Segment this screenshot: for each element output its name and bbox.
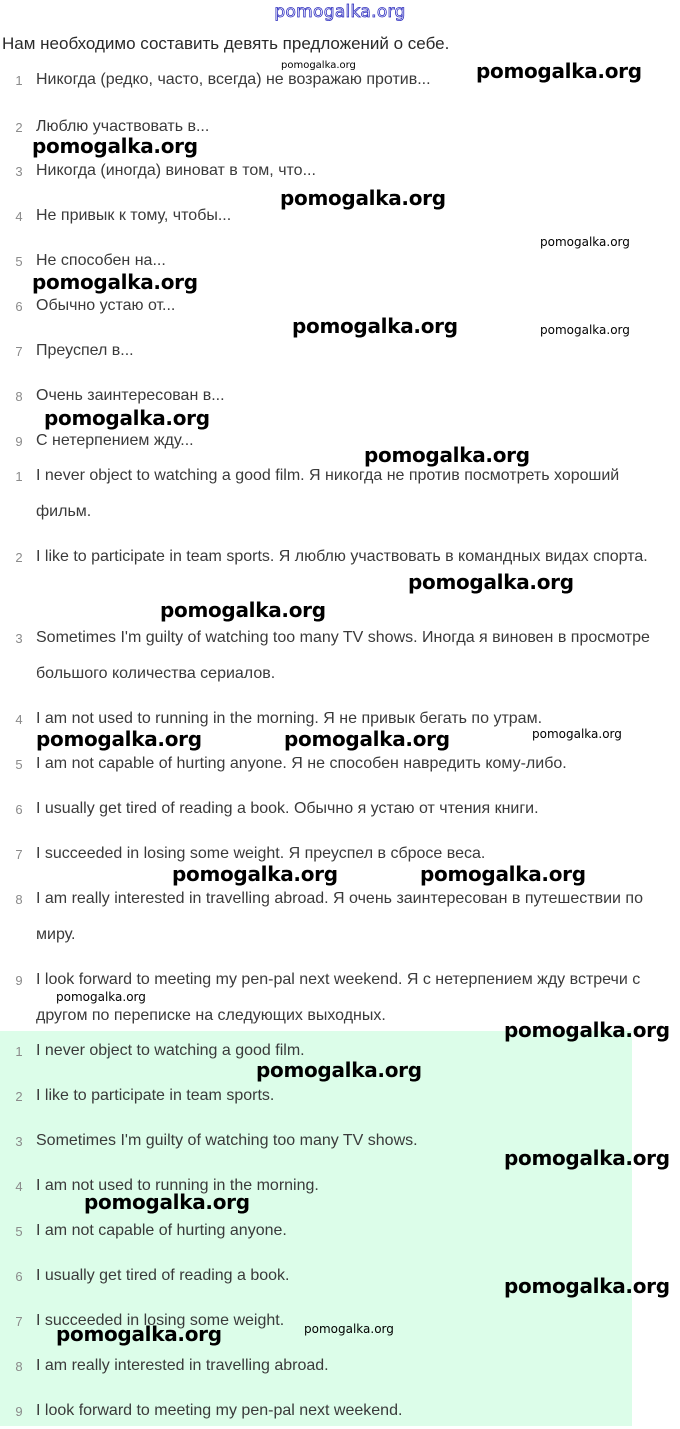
watermark: pomogalka.org (304, 1322, 394, 1336)
item-text: I never object to watching a good film. (36, 1042, 305, 1059)
watermark: pomogalka.org (540, 235, 630, 249)
item-text: I succeeded in losing some weight. (36, 1312, 285, 1329)
item-number: 9 (15, 434, 23, 449)
item-text: Не способен на... (36, 252, 166, 269)
item-text: I am really interested in travelling abroad. (36, 1357, 329, 1374)
item-number: 8 (15, 1359, 23, 1374)
site-logo: pomogalka.org (274, 2, 406, 22)
item-number: 8 (15, 892, 23, 907)
item-text: I am really interested in travelling abroad. Я очень заинтересован в путешествии по миру. (36, 890, 643, 943)
watermark: pomogalka.org (56, 1322, 222, 1346)
item-text: С нетерпением жду... (36, 432, 194, 449)
watermark: pomogalka.org (281, 60, 356, 71)
item-number: 5 (15, 757, 23, 772)
item-text: Люблю участвовать в... (36, 118, 210, 135)
item-text: I like to participate in team sports. Я люблю участвовать в командных видах спорта. (36, 548, 648, 565)
item-number: 7 (15, 1314, 23, 1329)
watermark: pomogalka.org (420, 862, 586, 886)
item-number: 2 (15, 1089, 23, 1104)
watermark: pomogalka.org (44, 406, 210, 430)
item-text: Никогда (иногда) виноват в том, что... (36, 162, 316, 179)
item-number: 7 (15, 344, 23, 359)
watermark: pomogalka.org (256, 1058, 422, 1082)
item-text: Не привык к тому, чтобы... (36, 207, 232, 224)
item-text: I succeeded in losing some weight. Я преуспел в сбросе веса. (36, 845, 486, 862)
item-text: I am not capable of hurting anyone. Я не способен навредить кому-либо. (36, 755, 567, 772)
item-number: 7 (15, 847, 23, 862)
item-text: Преуспел в... (36, 342, 134, 359)
item-text: Sometimes I'm guilty of watching too many TV shows. (36, 1132, 418, 1149)
watermark: pomogalka.org (280, 186, 446, 210)
watermark: pomogalka.org (504, 1018, 670, 1042)
item-number: 1 (15, 469, 23, 484)
watermark: pomogalka.org (504, 1274, 670, 1298)
item-text: I am not capable of hurting anyone. (36, 1222, 287, 1239)
watermark: pomogalka.org (172, 862, 338, 886)
item-number: 9 (15, 1404, 23, 1419)
item-text: Никогда (редко, часто, всегда) не возражаю против... (36, 71, 431, 88)
item-text: I usually get tired of reading a book. (36, 1267, 290, 1284)
watermark: pomogalka.org (56, 990, 146, 1004)
watermark: pomogalka.org (32, 270, 198, 294)
item-number: 3 (15, 1134, 23, 1149)
item-text: I never object to watching a good film. Я никогда не против посмотреть хороший фильм. (36, 467, 620, 520)
item-text: I am not used to running in the morning. Я не привык бегать по утрам. (36, 710, 543, 727)
watermark: pomogalka.org (476, 59, 642, 83)
item-number: 3 (15, 631, 23, 646)
item-number: 1 (15, 73, 23, 88)
watermark: pomogalka.org (532, 727, 622, 741)
item-text: Sometimes I'm guilty of watching too many TV shows. Иногда я виновен в просмотре большого количества сериалов. (36, 629, 650, 682)
item-number: 4 (15, 712, 23, 727)
watermark: pomogalka.org (160, 598, 326, 622)
watermark: pomogalka.org (36, 727, 202, 751)
item-number: 5 (15, 254, 23, 269)
watermark: pomogalka.org (504, 1146, 670, 1170)
item-text: I like to participate in team sports. (36, 1087, 275, 1104)
watermark: pomogalka.org (84, 1190, 250, 1214)
watermark: pomogalka.org (284, 727, 450, 751)
watermark: pomogalka.org (292, 314, 458, 338)
item-number: 3 (15, 164, 23, 179)
item-number: 5 (15, 1224, 23, 1239)
watermark: pomogalka.org (364, 443, 530, 467)
item-number: 6 (15, 802, 23, 817)
intro-text: Нам необходимо составить девять предложений о себе. (2, 34, 450, 53)
item-number: 6 (15, 1269, 23, 1284)
watermark: pomogalka.org (540, 323, 630, 337)
item-number: 6 (15, 299, 23, 314)
item-number: 9 (15, 973, 23, 988)
item-text: I look forward to meeting my pen-pal next weekend. (36, 1402, 403, 1419)
item-text: I usually get tired of reading a book. Обычно я устаю от чтения книги. (36, 800, 539, 817)
item-number: 4 (15, 1179, 23, 1194)
item-text: Очень заинтересован в... (36, 387, 225, 404)
item-number: 4 (15, 209, 23, 224)
watermark: pomogalka.org (32, 134, 198, 158)
item-number: 1 (15, 1044, 23, 1059)
item-number: 2 (15, 120, 23, 135)
item-text: I am not used to running in the morning. (36, 1177, 319, 1194)
item-number: 2 (15, 550, 23, 565)
watermark: pomogalka.org (408, 570, 574, 594)
item-text: I look forward to meeting my pen-pal next weekend. Я с нетерпением жду встречи с другом по переписке на следующих выходных. (36, 971, 641, 1024)
item-number: 8 (15, 389, 23, 404)
item-text: Обычно устаю от... (36, 297, 176, 314)
